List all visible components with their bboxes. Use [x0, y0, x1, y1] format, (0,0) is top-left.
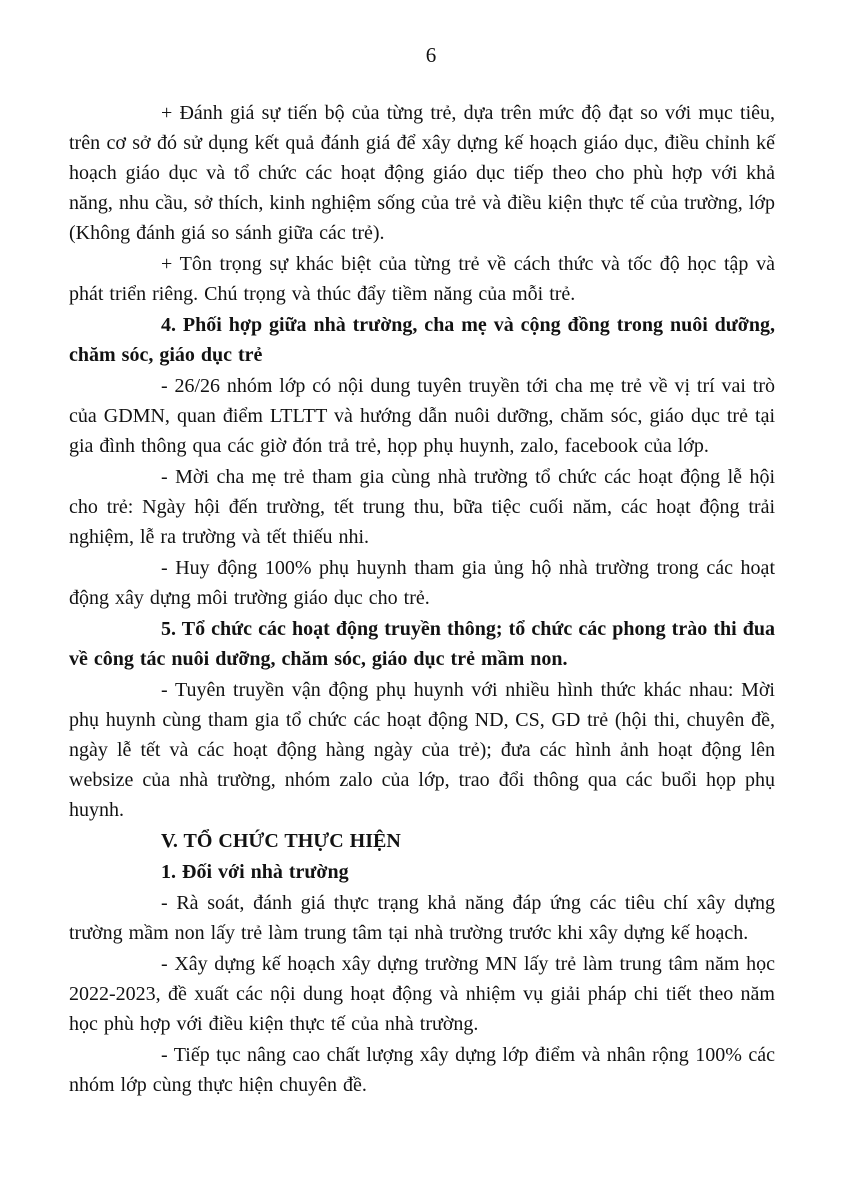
body-paragraph-26-26-groups: - 26/26 nhóm lớp có nội dung tuyên truyền tới cha mẹ trẻ về vị trí vai trò của GDMN, quan điểm LTLTT và hướng dẫn nuôi dưỡng, chăm sóc, giáo dục trẻ tại gia đình thông qua các giờ đón trả trẻ, họp phụ huynh, zalo, facebook của lớp. [69, 375, 775, 457]
body-paragraph-review-criteria: - Rà soát, đánh giá thực trạng khả năng đáp ứng các tiêu chí xây dựng trường mầm non lấy trẻ làm trung tâm tại nhà trường trước khi xây dựng kế hoạch. [69, 892, 775, 944]
body-paragraph-respect-differences: + Tôn trọng sự khác biệt của từng trẻ về cách thức và tốc độ học tập và phát triển riêng. Chú trọng và thúc đẩy tiềm năng của mỗi trẻ. [69, 253, 775, 305]
body-paragraph-build-plan: - Xây dựng kế hoạch xây dựng trường MN lấy trẻ làm trung tâm năm học 2022-2023, đề xuất các nội dung hoạt động và nhiệm vụ giải pháp chi tiết theo năm học phù hợp với điều kiện thực tế của nhà trường. [69, 953, 775, 1035]
section-heading-5-communication: 5. Tổ chức các hoạt động truyền thông; tổ chức các phong trào thi đua về công tác nuôi dưỡng, chăm sóc, giáo dục trẻ mầm non. [69, 618, 775, 670]
document-body [69, 98, 775, 1100]
body-paragraph-improve-quality: - Tiếp tục nâng cao chất lượng xây dựng lớp điểm và nhân rộng 100% các nhóm lớp cùng thực hiện chuyên đề. [69, 1044, 775, 1096]
section-heading-v-implementation: V. TỔ CHỨC THỰC HIỆN [161, 830, 401, 852]
page-number: 6 [425, 43, 437, 67]
body-paragraph-mobilize-parents: - Huy động 100% phụ huynh tham gia ủng hộ nhà trường trong các hoạt động xây dựng môi trường giáo dục cho trẻ. [69, 557, 775, 609]
body-paragraph-invite-parents: - Mời cha mẹ trẻ tham gia cùng nhà trường tổ chức các hoạt động lễ hội cho trẻ: Ngày hội đến trường, tết trung thu, bữa tiệc cuối năm, các hoạt động trải nghiệm, lễ ra trường và tết thiếu nhi. [69, 466, 775, 548]
section-heading-4-coordination: 4. Phối hợp giữa nhà trường, cha mẹ và cộng đồng trong nuôi dưỡng, chăm sóc, giáo dục trẻ [69, 314, 775, 366]
subsection-heading-1-school: 1. Đối với nhà trường [161, 861, 349, 883]
body-paragraph-evaluate-progress: + Đánh giá sự tiến bộ của từng trẻ, dựa trên mức độ đạt so với mục tiêu, trên cơ sở đó sử dụng kết quả đánh giá để xây dựng kế hoạch giáo dục, điều chỉnh kế hoạch giáo dục và tổ chức các hoạt động giáo dục tiếp theo cho phù hợp với khả năng, nhu cầu, sở thích, kinh nghiệm sống của trẻ và điều kiện thực tế của trường, lớp (Không đánh giá so sánh giữa các trẻ). [69, 102, 775, 244]
body-paragraph-propaganda: - Tuyên truyền vận động phụ huynh với nhiều hình thức khác nhau: Mời phụ huynh cùng tham gia tổ chức các hoạt động ND, CS, GD trẻ (hội thi, chuyên đề, ngày lễ tết và các hoạt động hàng ngày của trẻ); đưa các hình ảnh hoạt động lên websize của nhà trường, nhóm zalo của lớp, trao đổi thông qua các buổi họp phụ huynh. [69, 679, 775, 821]
